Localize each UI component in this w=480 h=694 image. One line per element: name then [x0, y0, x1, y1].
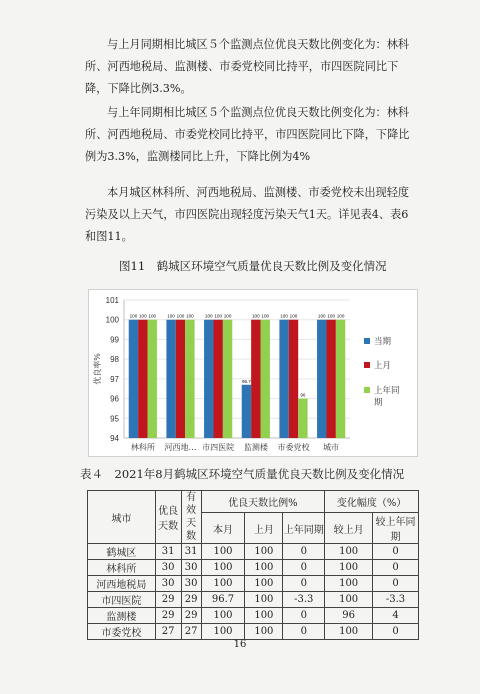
data-table: [87, 490, 419, 640]
y-tick-label: 97: [110, 374, 119, 384]
table-row: [88, 624, 419, 640]
data-label: 100: [167, 313, 175, 319]
y-tick-label: 98: [110, 355, 119, 365]
bar: [213, 320, 222, 438]
legend-swatch: [364, 362, 370, 368]
table-row: [88, 560, 419, 576]
bar: [326, 320, 335, 438]
table-row: [88, 608, 419, 624]
chart: [88, 289, 418, 457]
data-label: 96: [300, 392, 306, 398]
table-cell: 100: [201, 624, 245, 640]
table-cell: 100: [245, 576, 283, 592]
paragraph-month-comparison: 与上月同期相比城区５个监测点位优良天数比例变化为：林科所、河西地税局、监测楼、市委党校同比持平，市四医院同比下降，下降比例3.3%。: [85, 38, 410, 95]
table-cell: 0: [283, 576, 325, 592]
bar: [185, 320, 194, 438]
table-cell: 100: [245, 544, 283, 560]
page-number: 16: [233, 639, 247, 650]
header-vs-last-month: 较上月: [325, 513, 373, 544]
table-cell: 30: [181, 576, 201, 592]
y-tick-label: 96: [110, 394, 119, 404]
chart-svg: [88, 289, 418, 457]
table-cell: 河西地税局: [88, 576, 156, 592]
data-label: 100: [327, 313, 336, 319]
table-cell: 27: [181, 624, 201, 640]
x-tick-label: 市委党校: [277, 443, 310, 452]
header-last-year: 上年同期: [283, 513, 325, 544]
bar: [298, 399, 307, 438]
table-cell: 100: [325, 624, 373, 640]
table-cell: 0: [283, 560, 325, 576]
table-cell: 100: [245, 608, 283, 624]
y-tick-label: 101: [105, 296, 119, 305]
figure-caption: 图11 鹤城区环境空气质量优良天数比例及变化情况: [119, 259, 387, 273]
data-label: 100: [280, 313, 288, 319]
table-cell: 100: [325, 544, 373, 560]
header-change-group: 变化幅度（%）: [325, 491, 419, 513]
header-good-days: 优良天数: [155, 491, 181, 544]
data-label: 100: [204, 313, 213, 319]
table-cell: 30: [155, 560, 181, 576]
table-cell: 30: [181, 560, 201, 576]
bar: [204, 320, 213, 438]
y-axis-label: 优良率%: [93, 353, 102, 385]
table-cell: 96.7: [201, 592, 245, 608]
table-cell: 4: [373, 608, 419, 624]
table-cell: 100: [325, 560, 373, 576]
legend-label: 上月: [374, 361, 392, 371]
bar: [289, 320, 298, 438]
table-cell: 29: [181, 592, 201, 608]
table-cell: 0: [283, 624, 325, 640]
table-cell: -3.3: [283, 592, 325, 608]
x-tick-label: 河西地…: [164, 443, 197, 452]
table-cell: 29: [181, 608, 201, 624]
bar: [148, 320, 157, 438]
header-this-month: 本月: [201, 513, 245, 544]
legend-swatch: [364, 387, 370, 393]
table-row: [88, 576, 419, 592]
bar: [176, 320, 185, 438]
table-cell: 100: [201, 576, 245, 592]
x-tick-label: 监测楼: [243, 443, 268, 452]
table-caption: 表４ 2021年8月鹤城区环境空气质量优良天数比例及变化情况: [80, 467, 405, 481]
table-cell: 29: [155, 608, 181, 624]
data-label: 100: [138, 313, 147, 319]
table-cell: 100: [325, 576, 373, 592]
bar: [279, 320, 288, 438]
header-valid-days: 有效天数: [181, 491, 201, 544]
bar: [336, 320, 345, 438]
legend-swatch: [364, 338, 370, 344]
data-label: 100: [261, 313, 270, 319]
bar: [261, 320, 270, 438]
bar: [223, 320, 232, 438]
table-cell: 31: [155, 544, 181, 560]
bar: [242, 385, 251, 438]
data-label: 100: [176, 313, 185, 319]
legend-label: 上年同: [374, 386, 400, 396]
table-cell: 0: [373, 560, 419, 576]
data-label: 100: [336, 313, 345, 319]
table-cell: 林科所: [88, 560, 156, 576]
header-city: 城市: [88, 491, 156, 544]
table-cell: 96: [325, 608, 373, 624]
x-tick-label: 市四医院: [202, 443, 235, 452]
x-tick-label: 林科所: [130, 443, 155, 452]
table-cell: 100: [245, 624, 283, 640]
table-cell: 市四医院: [88, 592, 156, 608]
y-tick-label: 95: [110, 414, 119, 424]
table-row: [88, 592, 419, 608]
bar: [166, 320, 175, 438]
bar: [138, 320, 147, 438]
y-tick-label: 94: [110, 434, 119, 443]
table-row: [88, 544, 419, 560]
table-cell: 市委党校: [88, 624, 156, 640]
data-label: 96.7: [241, 378, 251, 384]
table-cell: 0: [373, 576, 419, 592]
data-label: 100: [148, 313, 157, 319]
y-tick-label: 100: [105, 315, 119, 325]
paragraph-year-comparison: 与上年同期相比城区５个监测点位优良天数比例变化为：林科所、河西地税局、市委党校同比持平，市四医院同比下降，下降比例为3.3%，监测楼同比上升，下降比例为4%: [85, 106, 410, 163]
bar: [251, 320, 260, 438]
y-tick-label: 99: [110, 335, 119, 345]
header-last-month: 上月: [245, 513, 283, 544]
x-tick-label: 城市: [323, 443, 340, 452]
table-cell: 0: [373, 624, 419, 640]
bar: [129, 320, 138, 438]
table-cell: 0: [283, 544, 325, 560]
table-cell: 100: [201, 608, 245, 624]
legend-label: 期: [374, 398, 383, 408]
table-cell: 27: [155, 624, 181, 640]
table-cell: 鹤城区: [88, 544, 156, 560]
data-label: 100: [214, 313, 223, 319]
table-cell: 100: [245, 592, 283, 608]
table-cell: -3.3: [373, 592, 419, 608]
data-label: 100: [289, 313, 298, 319]
table-cell: 30: [155, 576, 181, 592]
table-cell: 100: [245, 560, 283, 576]
data-label: 100: [251, 313, 260, 319]
bar: [317, 320, 326, 438]
data-label: 100: [186, 313, 194, 319]
table-cell: 0: [283, 608, 325, 624]
header-ratio-group: 优良天数比例%: [201, 491, 325, 513]
table-cell: 31: [181, 544, 201, 560]
table-cell: 100: [201, 544, 245, 560]
data-label: 100: [129, 313, 138, 319]
table-cell: 0: [373, 544, 419, 560]
paragraph-pollution-summary: 本月城区林科所、河西地税局、监测楼、市委党校未出现轻度污染及以上天气，市四医院出现轻度污染天气1天。详见表4、表6和图11。: [85, 186, 410, 243]
legend-label: 当期: [374, 337, 392, 347]
table-cell: 100: [325, 592, 373, 608]
header-vs-last-year: 较上年同期: [373, 513, 419, 544]
table-cell: 29: [155, 592, 181, 608]
table-cell: 监测楼: [88, 608, 156, 624]
data-label: 100: [223, 313, 232, 319]
data-label: 100: [317, 313, 326, 319]
table-cell: 100: [201, 560, 245, 576]
